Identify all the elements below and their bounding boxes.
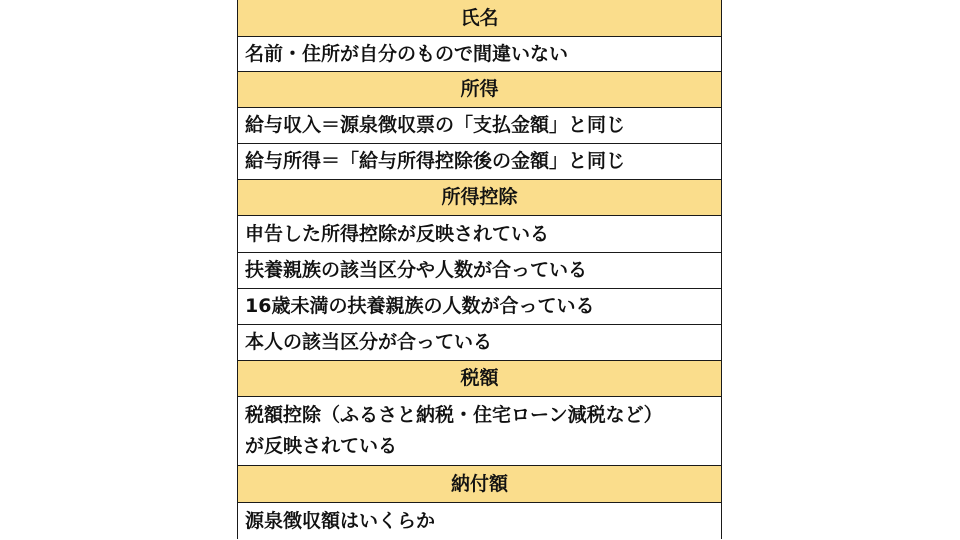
checklist-item-label: 源泉徴収額はいくらか bbox=[245, 509, 436, 532]
checklist-item bbox=[238, 325, 721, 361]
section-header-label: 所得控除 bbox=[441, 186, 518, 208]
checklist-item bbox=[238, 289, 721, 325]
section-header-income bbox=[238, 72, 721, 108]
checklist-item bbox=[238, 144, 721, 180]
checklist-item bbox=[238, 397, 721, 466]
checklist-item-label: 扶養親族の該当区分や人数が合っている bbox=[245, 259, 588, 281]
checklist-item-label-line-2: が反映されている bbox=[245, 435, 398, 457]
checklist-table bbox=[237, 0, 722, 539]
section-header-label: 納付額 bbox=[450, 472, 508, 495]
section-header-label: 所得 bbox=[460, 78, 499, 100]
checklist-item bbox=[238, 503, 721, 539]
checklist-item bbox=[238, 37, 721, 72]
checklist-item-label: 給与収入＝源泉徴収票の「支払金額」と同じ bbox=[245, 114, 626, 136]
checklist-item-label: 申告した所得控除が反映されている bbox=[245, 222, 550, 245]
checklist-item-label: 名前・住所が自分のもので間違いない bbox=[245, 42, 569, 65]
section-header-label: 税額 bbox=[460, 367, 499, 389]
checklist-item-label: 本人の該当区分が合っている bbox=[245, 331, 493, 353]
checklist-item-label-line-1: 税額控除（ふるさと納税・住宅ローン減税など） bbox=[245, 404, 663, 426]
checklist-item bbox=[238, 108, 721, 144]
section-header-tax-amount bbox=[238, 361, 721, 397]
section-header-payment-amount bbox=[238, 466, 721, 503]
section-header-name bbox=[238, 0, 721, 37]
section-header-income-deduction bbox=[238, 180, 721, 216]
checklist-item bbox=[238, 216, 721, 253]
checklist-item bbox=[238, 253, 721, 289]
section-header-label: 氏名 bbox=[460, 6, 499, 29]
checklist-item-label: 給与所得＝「給与所得控除後の金額」と同じ bbox=[245, 150, 626, 172]
checklist-item-label: 16歳未満の扶養親族の人数が合っている bbox=[245, 295, 595, 317]
